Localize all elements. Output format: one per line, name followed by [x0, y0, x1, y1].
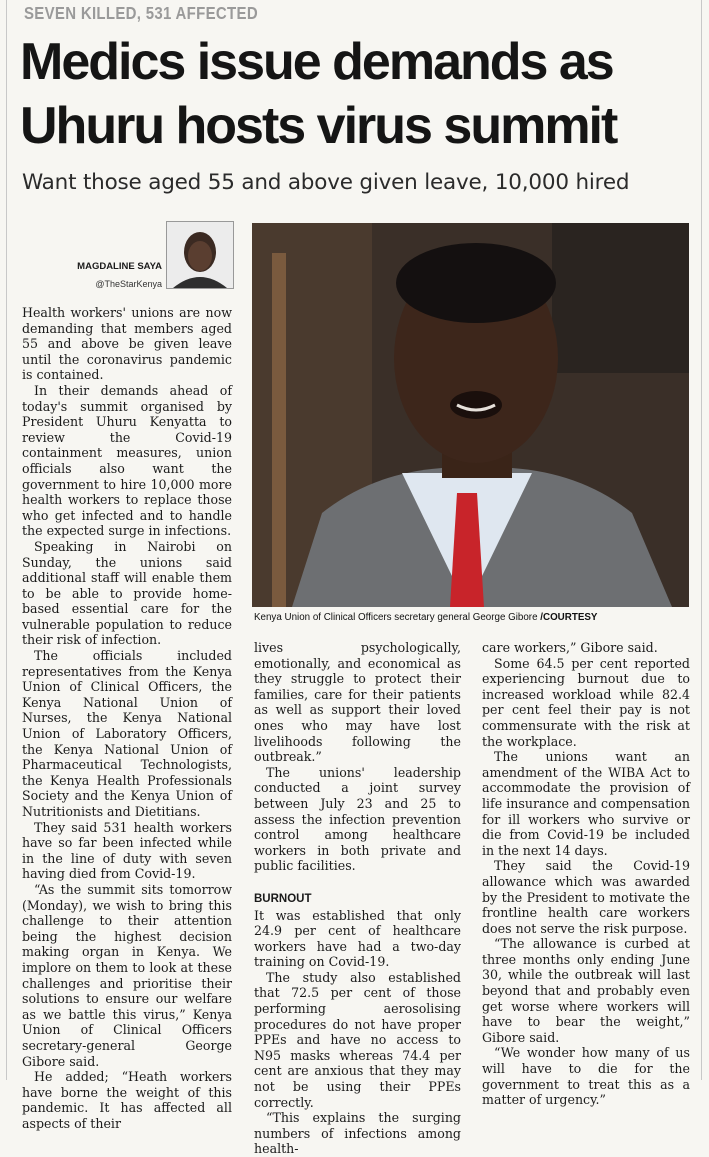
paragraph: Health workers' unions are now demanding that members aged 55 and above be given leave until the coronavirus pandemic is contained. [22, 305, 232, 383]
paragraph: “We wonder how many of us will have to die for the government to treat this as a matter of urgency.” [482, 1045, 690, 1108]
photo-caption [254, 612, 694, 623]
author-handle: @TheStarKenya [95, 279, 162, 289]
paragraph: “The allowance is curbed at three months only ending June 30, while the outbreak will last beyond that and probably even get worse where workers will have to bear the weight,” Gibore said. [482, 936, 690, 1045]
paragraph: “This explains the surging numbers of infections among health- [254, 1110, 461, 1157]
caption-credit: /COURTESY [540, 612, 598, 623]
paragraph: They said 531 health workers have so far been infected while in the line of duty with seven having died from Covid-19. [22, 819, 232, 882]
article-column-3 [482, 640, 690, 1108]
speaker-portrait-icon [252, 223, 689, 607]
article-photo [252, 223, 689, 607]
paragraph: The officials included representatives from the Kenya Union of Clinical Officers, the Kenya National Union of Nurses, the Kenya National Union of Laboratory Officers, the Kenya National Union of Pharmaceutical Technologists, the Kenya Health Professionals Society and the Kenya Union of Nutritionists and Dietitians. [22, 648, 232, 819]
caption-text: Kenya Union of Clinical Officers secretary general George Gibore [254, 612, 538, 623]
article-kicker: SEVEN KILLED, 531 AFFECTED [24, 4, 258, 24]
paragraph: The unions' leadership conducted a joint survey between July 23 and 25 to assess the infection prevention control among healthcare workers in both private and public facilities. [254, 764, 461, 874]
paragraph: care workers,” Gibore said. [482, 640, 658, 655]
author-portrait-icon [167, 222, 233, 288]
article-column-2 [254, 640, 461, 1157]
paragraph: It was established that only 24.9 per cent of healthcare workers have had a two-day training on Covid-19. [254, 907, 461, 970]
paragraph: The unions want an amendment of the WIBA Act to accommodate the provision of life insurance and compensation for ill workers who survive or die from Covid-19 be included in the next 14 days. [482, 749, 690, 858]
page-edge-right [701, 0, 702, 1080]
paragraph: The study also established that 72.5 per cent of those performing aerosolising procedures do not have proper PPEs and have no access to N95 masks whereas 74.4 per cent are anxious that they may not be using their PPEs correctly. [254, 969, 461, 1110]
paragraph: “As the summit sits tomorrow (Monday), we wish to bring this challenge to their attention being the highest decision making organ in Kenya. We implore on them to look at these challenges and prioritise their solutions to ensure our welfare as we battle this virus,” Kenya Union of Clinical Officers secretary-general George Gibore said. [22, 881, 232, 1069]
author-name: MAGDALINE SAYA [77, 261, 162, 272]
article-column-1 [22, 305, 232, 1131]
paragraph: Some 64.5 per cent reported experiencing burnout due to increased workload while 82.4 per cent feel their pay is not commensurate with the risk at the workplace. [482, 655, 690, 749]
section-subheading: BURNOUT [254, 892, 312, 905]
article-headline: Medics issue demands as Uhuru hosts virus summit [20, 33, 617, 155]
paragraph: He added; “Heath workers have borne the weight of this pandemic. It has affected all aspects of their [22, 1069, 232, 1131]
paragraph: lives psychologically, emotionally, and economical as they struggle to protect their families, care for their patients as well as support their loved ones who may have lost livelihoods following the outbreak.” [254, 640, 461, 765]
paragraph: In their demands ahead of today's summit organised by President Uhuru Kenyatta to review the Covid-19 containment measures, union officials also want the government to hire 10,000 more health workers to replace those who get infected and to handle the expected surge in infections. [22, 382, 232, 539]
paragraph: Speaking in Nairobi on Sunday, the unions said additional staff will enable them to be able to provide home-based essential care for the vulnerable population to reduce their risk of infection. [22, 538, 232, 648]
paragraph: They said the Covid-19 allowance which was awarded by the President to motivate the frontline health care workers does not serve the risk purpose. [482, 858, 690, 936]
page-edge-left [6, 0, 7, 1080]
article-subhead: Want those aged 55 and above given leave, 10,000 hired [22, 170, 630, 195]
author-photo [166, 221, 234, 289]
